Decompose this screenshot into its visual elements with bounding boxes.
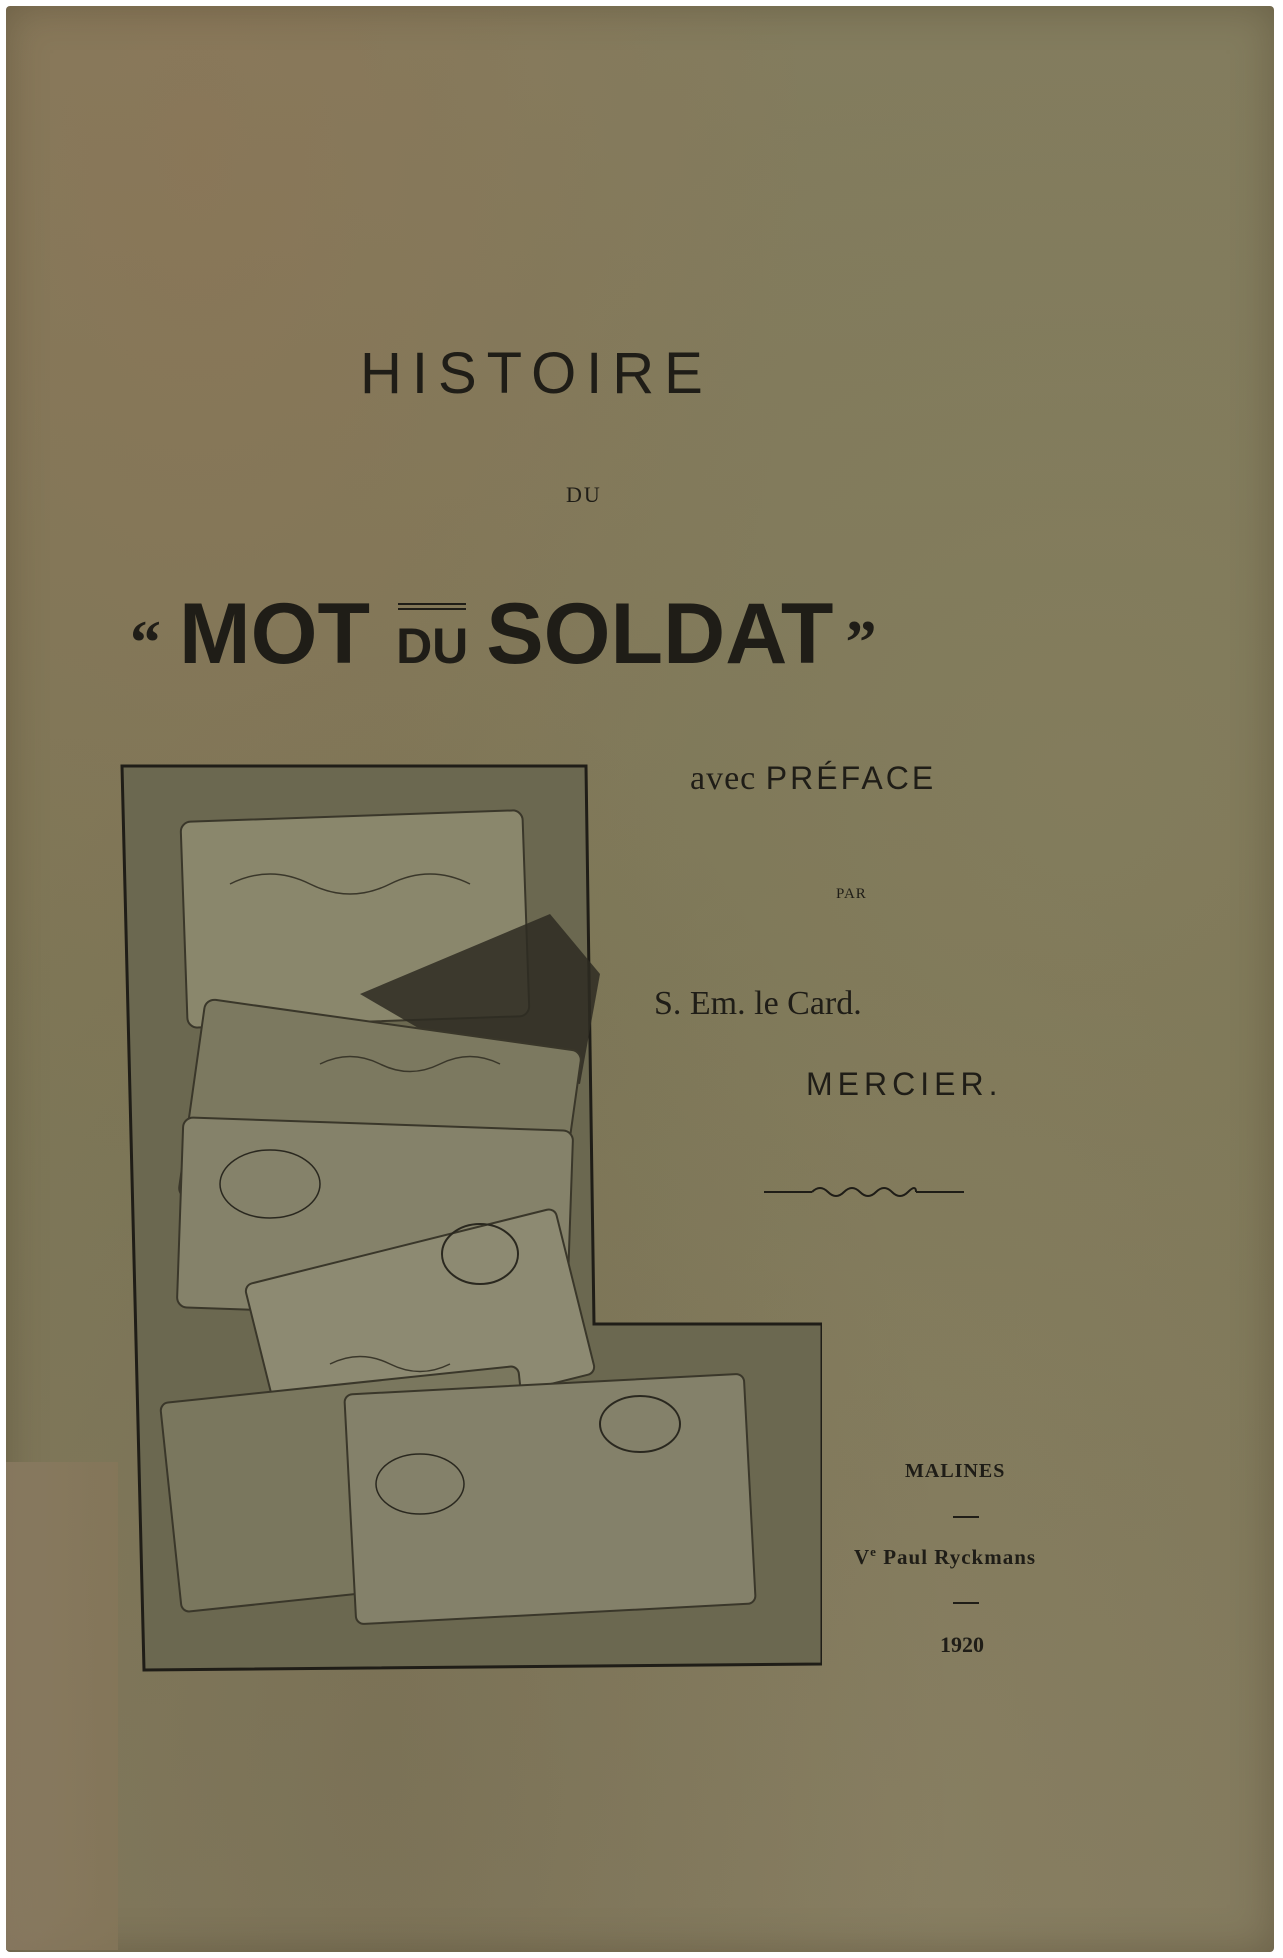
- title-histoire: HISTOIRE: [360, 341, 713, 406]
- publisher-surname: Paul Ryckmans: [876, 1545, 1037, 1569]
- publisher-city: MALINES: [905, 1460, 1006, 1482]
- publisher-name: [854, 1544, 1036, 1570]
- main-title-word-mot: MOT: [179, 586, 371, 682]
- preface-line: [690, 760, 936, 798]
- title-du: DU: [566, 482, 602, 507]
- main-title-word-du: DU: [396, 618, 469, 674]
- main-title-word-soldat: SOLDAT: [486, 586, 834, 682]
- par-label: PAR: [836, 886, 867, 902]
- ornament-divider: [764, 1184, 964, 1200]
- envelope-6: [344, 1374, 755, 1625]
- divider-dash-1: [953, 1516, 979, 1518]
- ornament-swirl: [812, 1188, 916, 1196]
- open-quote: “: [130, 609, 161, 677]
- envelopes-illustration: [120, 764, 822, 1674]
- publisher-sup: e: [870, 1544, 877, 1559]
- author-name: MERCIER.: [806, 1066, 1003, 1102]
- close-quote: ”: [845, 609, 877, 677]
- library-label-patch: [6, 1462, 118, 1950]
- publication-year: 1920: [940, 1632, 984, 1657]
- publisher-prefix: V: [854, 1545, 871, 1569]
- main-title: [130, 585, 876, 684]
- author-prefix: S. Em. le Card.: [654, 985, 862, 1022]
- divider-dash-2: [953, 1602, 979, 1604]
- preface-word: PRÉFACE: [765, 760, 937, 796]
- preface-prefix: avec: [690, 760, 757, 797]
